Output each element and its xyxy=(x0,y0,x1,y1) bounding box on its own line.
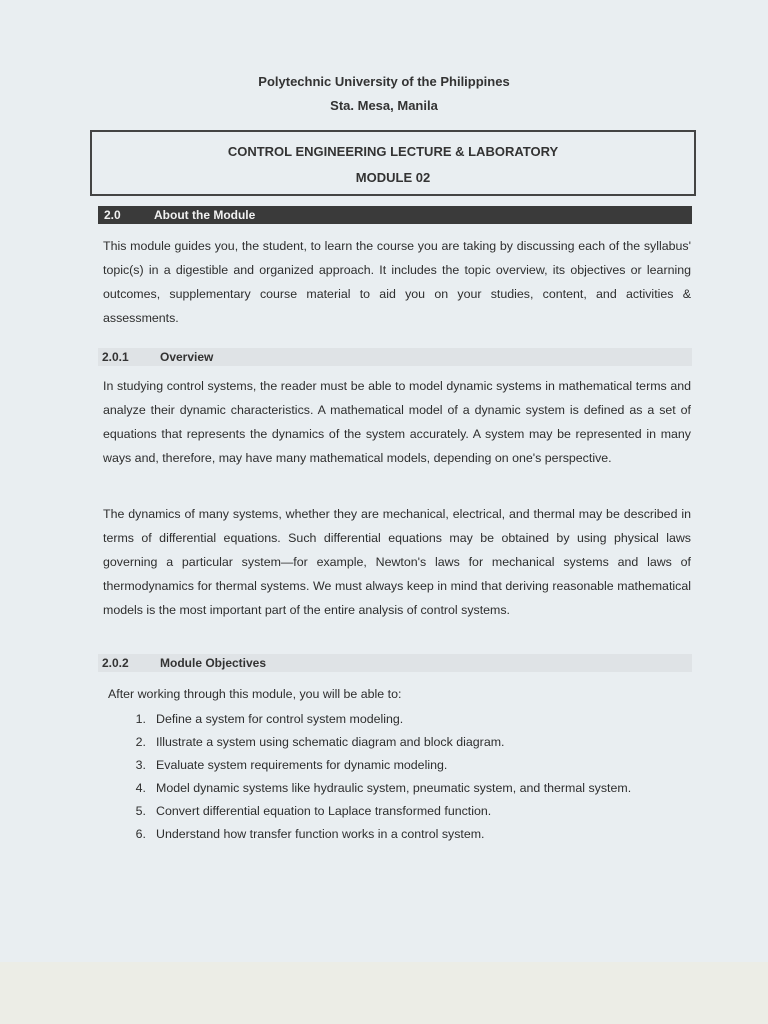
objectives-title: Module Objectives xyxy=(160,656,267,670)
module-number: MODULE 02 xyxy=(355,170,431,185)
overview-paragraph-2: The dynamics of many systems, whether they are mechanical, electrical, and thermal may be described in terms of differential equations. Such differential equations may be obtained by using physical laws governing a particular system—for example, Newton's laws for mechanical systems and laws of thermodynamics for thermal systems. We must always keep in mind that deriving reasonable mathematical models is the most important part of the entire analysis of control systems. xyxy=(103,507,691,617)
objectives-heading xyxy=(98,654,692,672)
list-item-number: 5. xyxy=(135,804,146,818)
list-item-number: 2. xyxy=(135,735,146,749)
section-heading-bar xyxy=(98,206,692,224)
list-item xyxy=(108,800,631,823)
module-title-box xyxy=(90,130,696,196)
list-item-text: Evaluate system requirements for dynamic modeling. xyxy=(156,758,448,772)
list-item-text: Convert differential equation to Laplace transformed function. xyxy=(156,804,492,818)
list-item-text: Illustrate a system using schematic diagram and block diagram. xyxy=(156,735,505,749)
objectives-list xyxy=(108,684,631,846)
list-item-text: Model dynamic systems like hydraulic system, pneumatic system, and thermal system. xyxy=(156,781,632,795)
overview-title: Overview xyxy=(160,350,214,364)
university-location: Sta. Mesa, Manila xyxy=(330,98,438,113)
list-item-text: Understand how transfer function works in a control system. xyxy=(156,827,485,841)
list-item xyxy=(108,777,631,800)
overview-number: 2.0.1 xyxy=(102,350,129,364)
university-name: Polytechnic University of the Philippines xyxy=(258,74,510,89)
list-item-number: 3. xyxy=(135,758,146,772)
list-item-text: Define a system for control system modeling. xyxy=(156,712,404,726)
overview-paragraph-1: In studying control systems, the reader must be able to model dynamic systems in mathematical terms and analyze their dynamic characteristics. A mathematical model of a dynamic system is defined as a set of equations that represents the dynamics of the system accurately. A system may be represented in many ways and, therefore, may have many mathematical models, depending on one's perspective. xyxy=(103,379,691,465)
about-module-paragraph: This module guides you, the student, to learn the course you are taking by discussing each of the syllabus' topic(s) in a digestible and organized approach. It includes the topic overview, its objectives or learning outcomes, supplementary course material to aid you on your studies, content, and activities & assessments. xyxy=(103,239,691,325)
page-bottom-strip xyxy=(0,962,768,1024)
list-item xyxy=(108,754,631,777)
list-item xyxy=(108,823,631,846)
objectives-number: 2.0.2 xyxy=(102,656,129,670)
course-title: CONTROL ENGINEERING LECTURE & LABORATORY xyxy=(227,144,559,159)
overview-heading xyxy=(98,348,692,366)
list-item xyxy=(108,731,631,754)
list-item-number: 4. xyxy=(135,781,146,795)
list-item xyxy=(108,708,631,731)
section-number: 2.0 xyxy=(104,208,121,222)
list-item-number: 1. xyxy=(135,712,146,726)
list-item-number: 6. xyxy=(135,827,146,841)
section-title: About the Module xyxy=(154,208,256,222)
objectives-intro: After working through this module, you will be able to: xyxy=(108,687,402,701)
